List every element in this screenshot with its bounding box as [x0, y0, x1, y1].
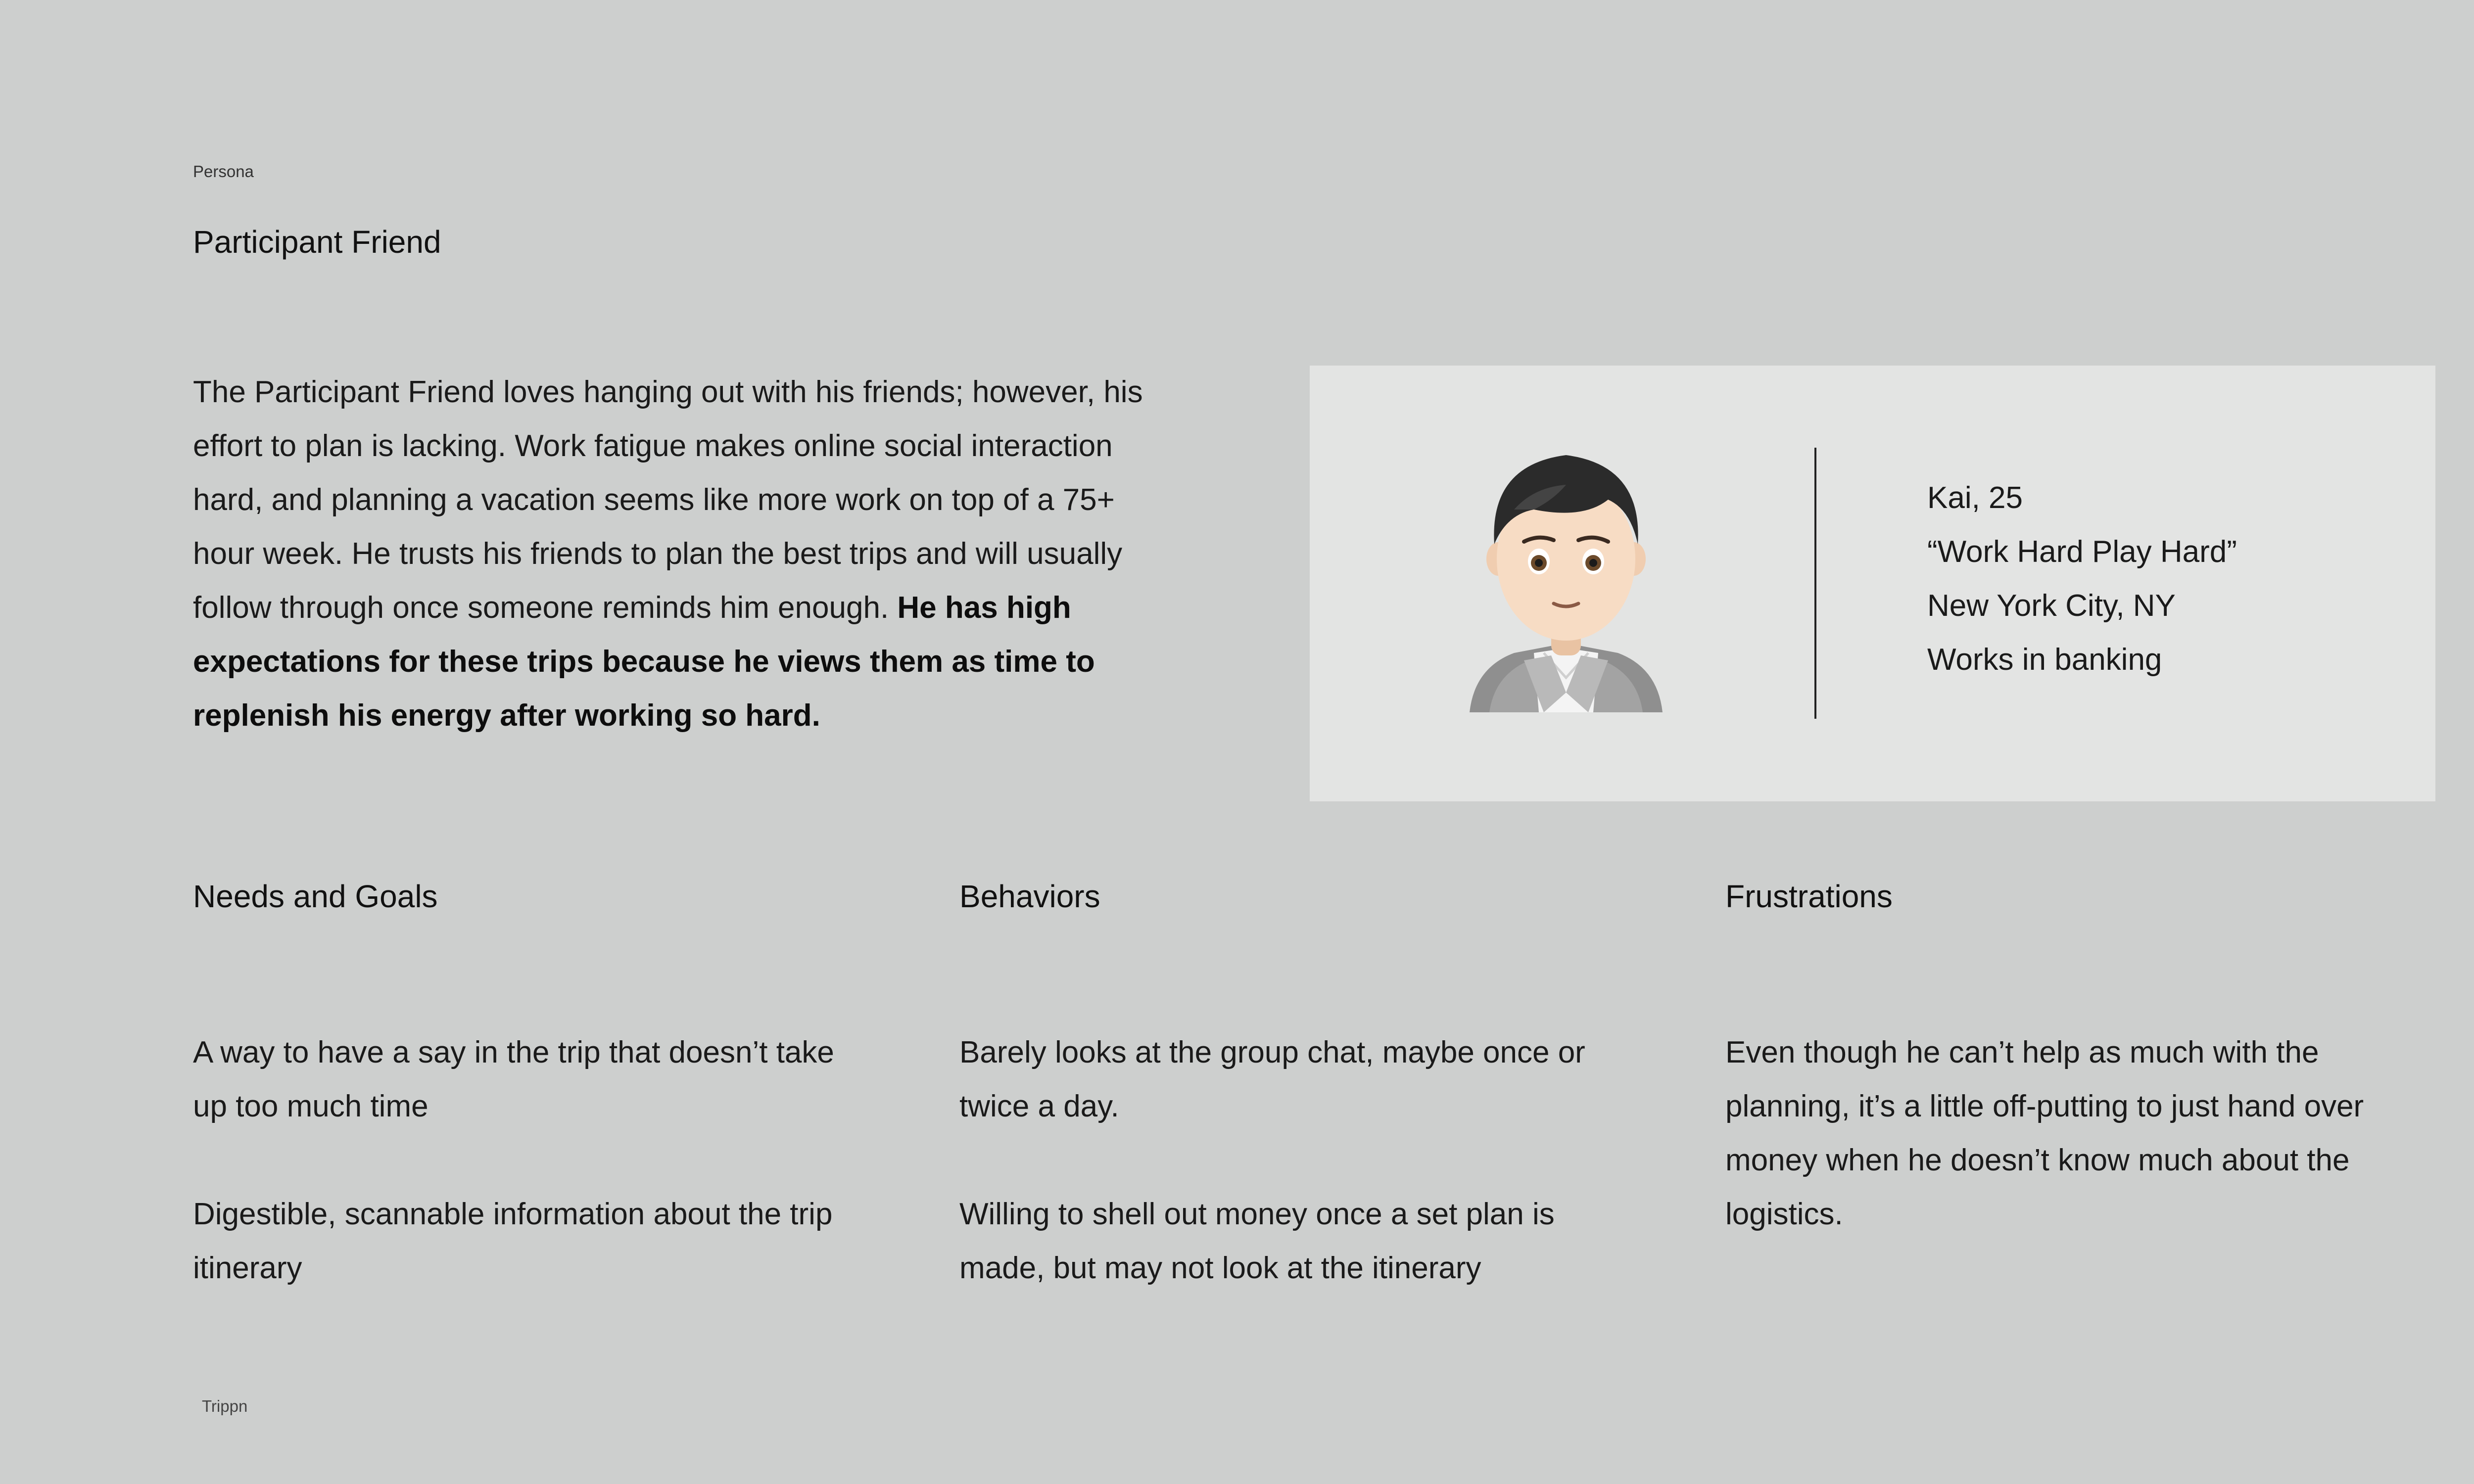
footer-brand: Trippn: [202, 1397, 248, 1415]
list-item: A way to have a say in the trip that doesn’t take up too much time: [193, 1035, 834, 1123]
needs-goals-list: [193, 1025, 856, 1349]
page-title: Participant Friend: [193, 224, 441, 260]
description-text: The Participant Friend loves hanging out with his friends; however, his effort to plan is lacking. Work fatigue makes online social interaction hard, and planning a vacation seems like more work on top of a 75+ hour week. He trusts his friends to plan the best trips and will usually follow through once someone reminds him enough.: [193, 375, 1143, 625]
persona-motto: “Work Hard Play Hard”: [1927, 535, 2237, 569]
section-label: Persona: [193, 162, 254, 181]
list-item: Barely looks at the group chat, maybe once or twice a day.: [959, 1035, 1585, 1123]
list-item: Even though he can’t help as much with the planning, it’s a little off-putting to just hand over money when he doesn’t know much about the logistics.: [1725, 1035, 2364, 1231]
behaviors-heading: Behaviors: [959, 879, 1100, 914]
persona-info: [1927, 471, 2237, 687]
person-in-suit-icon: [1460, 435, 1672, 712]
frustrations-heading: Frustrations: [1725, 879, 1893, 914]
persona-description: [193, 365, 1163, 742]
persona-location: New York City, NY: [1927, 589, 2176, 623]
persona-name-age: Kai, 25: [1927, 481, 2023, 515]
list-item: Digestible, scannable information about the trip itinerary: [193, 1197, 833, 1285]
card-divider: [1814, 448, 1816, 719]
persona-occupation: Works in banking: [1927, 643, 2162, 677]
behaviors-list: [959, 1025, 1622, 1349]
frustrations-list: [1725, 1025, 2388, 1295]
list-item: Willing to shell out money once a set plan is made, but may not look at the itinerary: [959, 1197, 1555, 1285]
needs-goals-heading: Needs and Goals: [193, 879, 438, 914]
description-emphasis: He has high expectations for these trips because he views them as time to replenish his energy after working so hard.: [193, 591, 1095, 733]
